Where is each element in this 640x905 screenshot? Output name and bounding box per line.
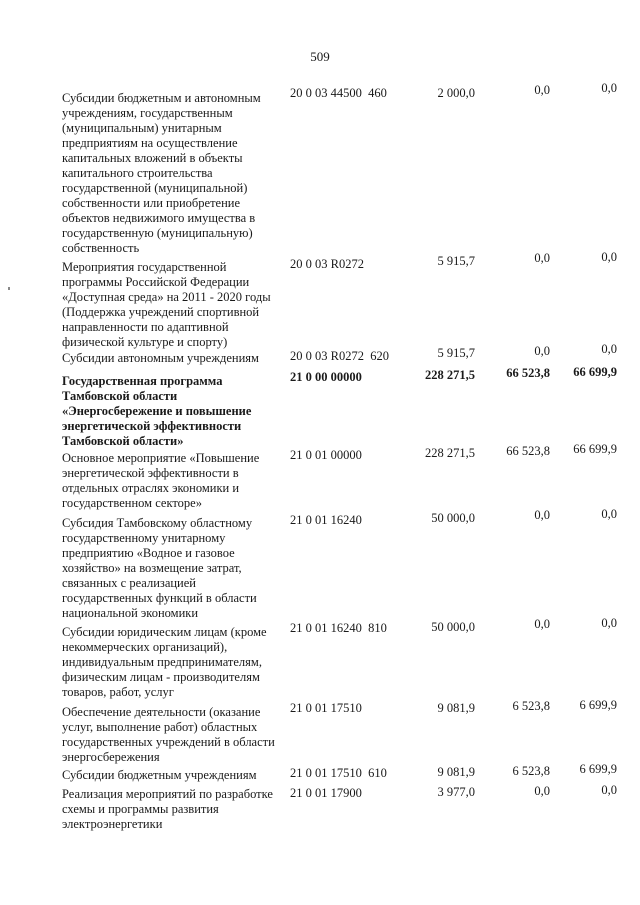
row-value-2017: 0,0 <box>534 508 550 522</box>
row-value-2017: 6 523,8 <box>512 699 550 713</box>
row-value-2017: 0,0 <box>534 83 550 97</box>
row-value-2018: 0,0 <box>601 250 617 264</box>
row-value-2016: 5 915,7 <box>437 346 475 360</box>
row-code: 21 0 01 17510 <box>290 701 362 715</box>
row-value-2016: 50 000,0 <box>431 511 475 525</box>
row-value-2018: 6 699,9 <box>579 762 617 776</box>
row-value-2017: 0,0 <box>534 617 550 631</box>
row-name: Субсидии автономным учреждениям <box>62 351 259 365</box>
row-value-2018: 0,0 <box>601 81 617 95</box>
row-code: 21 0 01 00000 <box>290 448 362 462</box>
row-value-2016: 9 081,9 <box>437 765 475 779</box>
row-value-2018: 0,0 <box>601 783 617 797</box>
row-value-2017: 6 523,8 <box>512 764 550 778</box>
row-value-2018: 66 699,9 <box>573 365 617 379</box>
row-value-2017: 66 523,8 <box>506 366 550 380</box>
row-code: 21 0 00 00000 <box>290 370 362 384</box>
row-value-2016: 228 271,5 <box>425 368 475 382</box>
row-value-2016: 9 081,9 <box>437 701 475 715</box>
row-value-2016: 2 000,0 <box>437 86 475 100</box>
page-number: 509 <box>310 49 330 64</box>
row-value-2018: 0,0 <box>601 507 617 521</box>
row-name: Реализация мероприятий по разработке схемы и программы развития электроэнергетики <box>62 787 273 831</box>
row-code: 21 0 01 16240 810 <box>290 621 387 635</box>
row-code: 20 0 03 R0272 <box>290 257 364 271</box>
row-name: Мероприятия государственной программы Российской Федерации «Доступная среда» на 2011 - 2020 годы (Поддержка учреждений спортивной направленности по адаптивной физической культуре и спорту) <box>62 260 271 349</box>
row-value-2017: 66 523,8 <box>506 444 550 458</box>
row-value-2017: 0,0 <box>534 251 550 265</box>
row-name: Обеспечение деятельности (оказание услуг, выполнение работ) областных государственных учреждений в области энергосбережения <box>62 705 275 764</box>
row-code: 20 0 03 44500 460 <box>290 86 387 100</box>
row-name: Государственная программа Тамбовской области «Энергосбережение и повышение энергетической эффективности Тамбовской области» <box>62 374 252 448</box>
scan-speck <box>8 287 10 290</box>
row-value-2018: 0,0 <box>601 342 617 356</box>
row-name: Субсидии юридическим лицам (кроме некоммерческих организаций), индивидуальным предпринимателям, физическим лицам - производителям товаров, работ, услуг <box>62 625 267 699</box>
row-code: 21 0 01 17900 <box>290 786 362 800</box>
row-code: 21 0 01 16240 <box>290 513 362 527</box>
row-name: Субсидии бюджетным и автономным учреждениям, государственным (муниципальным) унитарным предприятиям на осуществление капитальных вложений в объекты капитального строительства государственной (муниципальной) собственности или приобретение объектов недвижимого имущества в государственную (муниципальную) собственность <box>62 91 261 255</box>
row-value-2018: 0,0 <box>601 616 617 630</box>
row-name: Субсидии бюджетным учреждениям <box>62 768 257 782</box>
row-name: Основное мероприятие «Повышение энергетической эффективности в отдельных отраслях экономики и государственном секторе» <box>62 451 260 510</box>
row-value-2017: 0,0 <box>534 784 550 798</box>
row-value-2016: 5 915,7 <box>437 254 475 268</box>
row-value-2016: 3 977,0 <box>437 785 475 799</box>
row-value-2016: 228 271,5 <box>425 446 475 460</box>
row-value-2018: 66 699,9 <box>573 442 617 456</box>
row-value-2018: 6 699,9 <box>579 698 617 712</box>
row-code: 20 0 03 R0272 620 <box>290 349 389 363</box>
row-code: 21 0 01 17510 610 <box>290 766 387 780</box>
row-value-2016: 50 000,0 <box>431 620 475 634</box>
row-value-2017: 0,0 <box>534 344 550 358</box>
row-name: Субсидия Тамбовскому областному государственному унитарному предприятию «Водное и газовое хозяйство» на возмещение затрат, связанных с реализацией государственных функций в области национальной экономики <box>62 516 257 620</box>
